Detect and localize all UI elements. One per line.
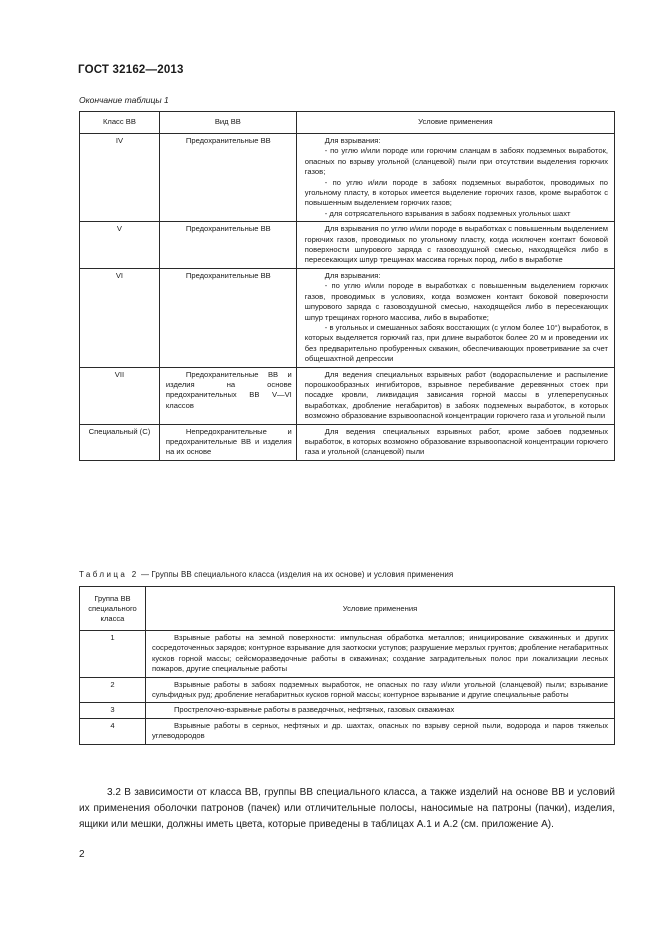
paragraph-line: Для ведения специальных взрывных работ (водораспыление и распыление порошкообразных ингибиторов, взрывное перебивание деревянных стоек при посадке кровли, ликвидация зависания горной массы в углеперепускных выработках, дробление негабаритов) в забоях подземных выработок, в которых возможно образование взрывоопасной концентрации горючего газа и угольной пыли [304,369,608,421]
paragraph-line: - по углю и/или породе в забоях подземных выработок, проводимых по угольному пласту, в которых имеется выделение горючих газов, кроме выработок с повышенным выделением горючих газов; [304,177,608,208]
class-cell: Специальный (С) [80,424,160,460]
condition-cell [145,677,614,703]
table1-caption: Окончание таблицы 1 [79,95,169,105]
table2-title-text: — Группы ВВ специального класса (изделия на их основе) и условия применения [138,570,454,579]
class-cell: VI [80,268,160,367]
column-header-condition: Условие применения [145,587,614,631]
table2-header-row [80,587,615,631]
table-row [80,677,615,703]
type-cell: Предохранительные ВВ [159,134,296,222]
paragraph-line: Взрывные работы в серных, нефтяных и др. шахтах, опасных по взрыву серной пыли, водорода и паров тяжелых углеводородов [151,720,608,741]
group-cell: 1 [80,631,146,678]
paragraph-line: Взрывные работы в забоях подземных выработок, не опасных по газу и/или угольной (сланцевой) пыли; взрывание сульфидных руд; дробление негабаритных кусков горной массы; контурное взрывание и другие специальные работы [151,679,608,700]
condition-cell [296,367,614,424]
paragraph-line: Для ведения специальных взрывных работ, кроме забоев подземных выработок, в которых возможно образование взрывоопасной концентрации горючего газа и угольной (сланцевой) пыли [304,426,608,457]
table-row [80,718,615,744]
column-header-class: Класс ВВ [80,112,160,134]
paragraph-line: Прострелочно-взрывные работы в разведочных, нефтяных, газовых скважинах [173,705,455,715]
type-cell: Непредохранительные и предохранительные ВВ и изделия на их основе [159,424,296,460]
paragraph-line: - в угольных и смешанных забоях восстающих (с углом более 10°) выработок, в которых выделяется горючий газ, при длине выработок более 20 м и проведении их без предварительно пробуренных скважин, обеспечивающих проветривание за счет общешахтной депрессии [304,322,608,364]
table-row [80,703,615,718]
page-number: 2 [79,849,85,860]
table-row [80,134,615,222]
column-header-type: Вид ВВ [159,112,296,134]
table1-header-row [80,112,615,134]
table-1 [79,111,615,461]
condition-cell [145,718,614,744]
paragraph-line: 3.2 В зависимости от класса ВВ, группы ВВ специального класса, а также изделий на основе ВВ и условий их применения оболочки патронов (пачек) или отличительные полосы, наносимые на патроны (пачки), изделия, ящики или мешки, должны иметь цвета, которые приведены в таблицах А.1 и А.2 (см. приложение А). [79,787,615,830]
table-row [80,367,615,424]
table-row [80,268,615,367]
table-row [80,631,615,678]
table-row [80,222,615,269]
paragraph-line: - по углю и/или породе или горючим сланцам в забоях подземных выработок, опасных по взрыву угольной (сланцевой) пыли при отсутствии выделения горючих газов; [304,146,608,177]
condition-cell [296,222,614,269]
condition-cell [296,134,614,222]
condition-cell [145,703,614,718]
class-cell: VII [80,367,160,424]
paragraph-line: Взрывные работы на земной поверхности: импульсная обработка металлов; инициирование скважинных и других сосредоточенных зарядов; контурное взрывание для заоткоски уступов; разрушение мерзлых грунтов; дробление негабаритных кусков горной массы; сейсморазведочные работы в скважинах; создание заградительных полос при локализации лесных пожаров, другие специальные работы [151,633,608,674]
document-code: ГОСТ 32162—2013 [78,64,184,76]
paragraph-line: Для взрывания по углю и/или породе в выработках с повышенным выделением горючих газов, проводимых по угольному пласту, когда исключен контакт боковой поверхности шпурового заряда с газовоздушной смесью, находящейся либо в пересекающих шпур трещинах массива горных пород, либо в выработке [304,224,608,265]
condition-cell [296,424,614,460]
paragraph-line: Для взрывания: [324,136,381,145]
condition-cell [145,631,614,678]
group-cell: 3 [80,703,146,718]
paragraph-line: - по углю и/или породе в выработках с повышенным выделением горючих газов, проводимых в условиях, когда возможен контакт боковой поверхности шпурового заряда с газовоздушной смесью, находящейся либо в пересекающих шпур трещинах горного массива, либо в выработке; [304,281,608,322]
column-header-condition: Условие применения [296,112,614,134]
group-cell: 2 [80,677,146,703]
table-2 [79,586,615,745]
class-cell: IV [80,134,160,222]
column-header-group: Группа ВВ специального класса [80,587,146,631]
group-cell: 4 [80,718,146,744]
type-cell: Предохранительные ВВ [159,222,296,269]
condition-cell [296,268,614,367]
paragraph-line: - для сотрясательного взрывания в забоях подземных угольных шахт [324,208,571,218]
type-cell: Предохранительные ВВ и изделия на основе предохранительных ВВ V—VI классов [159,367,296,424]
table2-label: Таблица 2 [79,570,139,579]
body-paragraph [79,785,615,833]
table-row [80,424,615,460]
table2-title [79,570,453,579]
type-cell: Предохранительные ВВ [159,268,296,367]
class-cell: V [80,222,160,269]
paragraph-line: Для взрывания: [324,270,381,280]
